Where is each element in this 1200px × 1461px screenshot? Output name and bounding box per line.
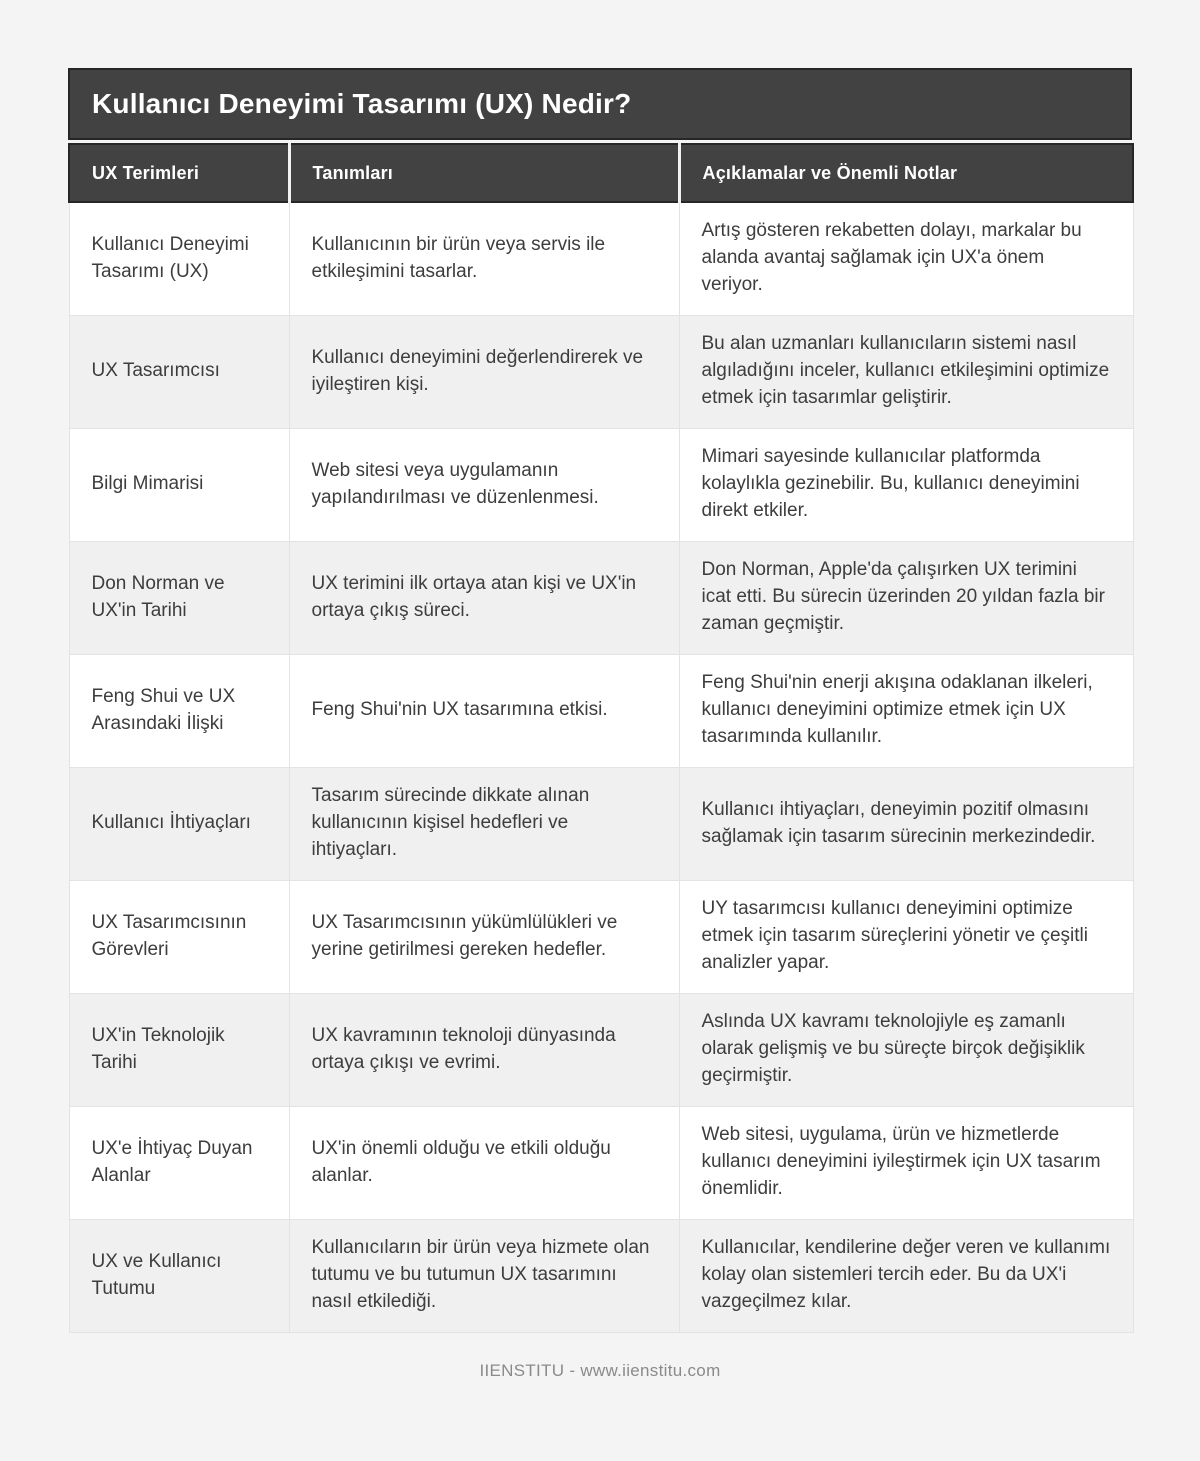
column-header-notes: Açıklamalar ve Önemli Notlar — [679, 144, 1133, 202]
note-cell: Mimari sayesinde kullanıcılar platformda kolaylıkla gezinebilir. Bu, kullanıcı deneyimini direkt etkiler. — [679, 428, 1133, 541]
document-page — [68, 0, 1132, 1381]
definition-cell: UX kavramının teknoloji dünyasında ortaya çıkışı ve evrimi. — [289, 993, 679, 1106]
term-cell: UX Tasarımcısının Görevleri — [69, 880, 289, 993]
note-cell: Kullanıcı ihtiyaçları, deneyimin pozitif olmasını sağlamak için tasarım sürecinin merkezindedir. — [679, 767, 1133, 880]
definition-cell: UX'in önemli olduğu ve etkili olduğu alanlar. — [289, 1106, 679, 1219]
table-header-row — [69, 144, 1133, 202]
definition-cell: Feng Shui'nin UX tasarımına etkisi. — [289, 654, 679, 767]
note-cell: UY tasarımcısı kullanıcı deneyimini optimize etmek için tasarım süreçlerini yönetir ve çeşitli analizler yapar. — [679, 880, 1133, 993]
definition-cell: Tasarım sürecinde dikkate alınan kullanıcının kişisel hedefleri ve ihtiyaçları. — [289, 767, 679, 880]
note-cell: Kullanıcılar, kendilerine değer veren ve kullanımı kolay olan sistemleri tercih eder. Bu da UX'i vazgeçilmez kılar. — [679, 1219, 1133, 1332]
term-cell: UX ve Kullanıcı Tutumu — [69, 1219, 289, 1332]
note-cell: Aslında UX kavramı teknolojiyle eş zamanlı olarak gelişmiş ve bu süreçte birçok değişiklik geçirmiştir. — [679, 993, 1133, 1106]
term-cell: Kullanıcı Deneyimi Tasarımı (UX) — [69, 202, 289, 315]
table-row — [69, 541, 1133, 654]
term-cell: UX'in Teknolojik Tarihi — [69, 993, 289, 1106]
table-row — [69, 315, 1133, 428]
term-cell: Don Norman ve UX'in Tarihi — [69, 541, 289, 654]
table-header — [69, 144, 1133, 202]
table-row — [69, 880, 1133, 993]
definition-cell: Kullanıcıların bir ürün veya hizmete olan tutumu ve bu tutumun UX tasarımını nasıl etkilediği. — [289, 1219, 679, 1332]
table-row — [69, 1106, 1133, 1219]
table-row — [69, 993, 1133, 1106]
term-cell: Bilgi Mimarisi — [69, 428, 289, 541]
note-cell: Don Norman, Apple'da çalışırken UX terimini icat etti. Bu sürecin üzerinden 20 yıldan fazla bir zaman geçmiştir. — [679, 541, 1133, 654]
ux-terms-table — [68, 143, 1134, 1333]
footer-credit: IIENSTITU - www.iienstitu.com — [479, 1360, 721, 1380]
column-header-terms: UX Terimleri — [69, 144, 289, 202]
definition-cell: Kullanıcının bir ürün veya servis ile etkileşimini tasarlar. — [289, 202, 679, 315]
term-cell: UX'e İhtiyaç Duyan Alanlar — [69, 1106, 289, 1219]
definition-cell: UX Tasarımcısının yükümlülükleri ve yerine getirilmesi gereken hedefler. — [289, 880, 679, 993]
table-row — [69, 767, 1133, 880]
term-cell: Feng Shui ve UX Arasındaki İlişki — [69, 654, 289, 767]
note-cell: Feng Shui'nin enerji akışına odaklanan ilkeleri, kullanıcı deneyimini optimize etmek için UX tasarımında kullanılır. — [679, 654, 1133, 767]
term-cell: UX Tasarımcısı — [69, 315, 289, 428]
note-cell: Artış gösteren rekabetten dolayı, markalar bu alanda avantaj sağlamak için UX'a önem veriyor. — [679, 202, 1133, 315]
note-cell: Web sitesi, uygulama, ürün ve hizmetlerde kullanıcı deneyimini iyileştirmek için UX tasarım önemlidir. — [679, 1106, 1133, 1219]
page-title: Kullanıcı Deneyimi Tasarımı (UX) Nedir? — [68, 68, 1132, 140]
note-cell: Bu alan uzmanları kullanıcıların sistemi nasıl algıladığını inceler, kullanıcı etkileşimini optimize etmek için tasarımlar geliştirir. — [679, 315, 1133, 428]
term-cell: Kullanıcı İhtiyaçları — [69, 767, 289, 880]
definition-cell: UX terimini ilk ortaya atan kişi ve UX'in ortaya çıkış süreci. — [289, 541, 679, 654]
table-row — [69, 428, 1133, 541]
definition-cell: Kullanıcı deneyimini değerlendirerek ve iyileştiren kişi. — [289, 315, 679, 428]
table-row — [69, 202, 1133, 315]
table-body — [69, 202, 1133, 1332]
column-header-definitions: Tanımları — [289, 144, 679, 202]
definition-cell: Web sitesi veya uygulamanın yapılandırılması ve düzenlenmesi. — [289, 428, 679, 541]
table-row — [69, 654, 1133, 767]
table-row — [69, 1219, 1133, 1332]
